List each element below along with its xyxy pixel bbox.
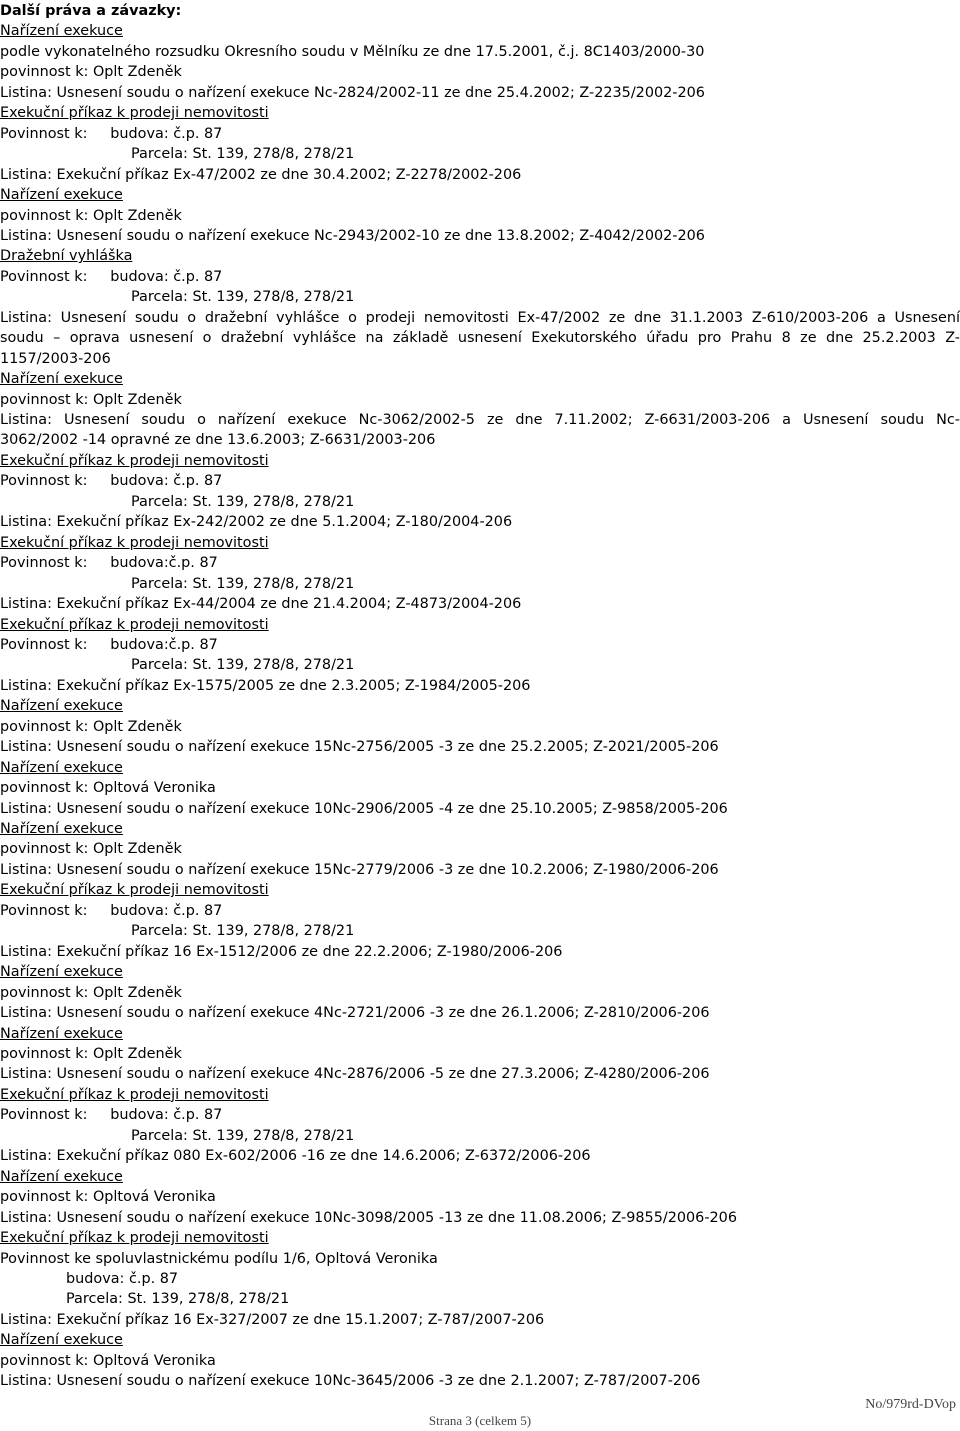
entry-type-title: Exekuční příkaz k prodeji nemovitosti (0, 452, 269, 469)
document-line: Povinnost k: budova: č.p. 87 (0, 268, 223, 285)
document-line: Listina: Exekuční příkaz Ex-47/2002 ze dne 30.4.2002; Z-2278/2002-206 (0, 166, 522, 183)
document-line: povinnost k: Oplt Zdeněk (0, 64, 182, 81)
page-number: Strana 3 (celkem 5) (428, 1413, 532, 1428)
entry-type-title: Exekuční příkaz k prodeji nemovitosti (0, 534, 269, 551)
entry-type-title: Nařízení exekuce (0, 759, 123, 776)
entry-type-title: Nařízení exekuce (0, 1332, 123, 1349)
document-line: Listina: Exekuční příkaz Ex-44/2004 ze dne 21.4.2004; Z-4873/2004-206 (0, 596, 522, 612)
document-line: povinnost k: Opltová Veronika (0, 780, 216, 797)
document-line: Povinnost k: budova: č.p. 87 (0, 1107, 223, 1124)
document-line: Listina: Usnesení soudu o nařízení exekuce Nc-2824/2002-11 ze dne 25.4.2002; Z-2235/2002-206 (0, 84, 705, 101)
document-line: Parcela: St. 139, 278/8, 278/21 (131, 923, 355, 940)
document-line: Listina: Exekuční příkaz Ex-242/2002 ze dne 5.1.2004; Z-180/2004-206 (0, 514, 513, 531)
document-line: budova: č.p. 87 (66, 1270, 179, 1287)
entry-type-title: Dražební vyhláška (0, 248, 133, 265)
document-line: 3062/2002 -14 opravné ze dne 13.6.2003; Z-6631/2003-206 (0, 432, 436, 449)
entry-type-title: Nařízení exekuce (0, 371, 123, 388)
document-line: povinnost k: Oplt Zdeněk (0, 841, 182, 858)
entry-type-title: Nařízení exekuce (0, 1168, 123, 1185)
document-line: povinnost k: Oplt Zdeněk (0, 984, 182, 1001)
document-line: Parcela: St. 139, 278/8, 278/21 (131, 575, 355, 592)
entry-type-title: Exekuční příkaz k prodeji nemovitosti (0, 616, 269, 633)
document-line: Listina: Usnesení soudu o nařízení exekuce Nc-2943/2002-10 ze dne 13.8.2002; Z-4042/2002-206 (0, 227, 705, 244)
entry-type-title: Nařízení exekuce (0, 1025, 123, 1042)
document-line: Listina: Usnesení soudu o nařízení exekuce 15Nc-2779/2006 -3 ze dne 10.2.2006; Z-1980/2006-206 (0, 861, 719, 878)
document-line: Listina: Usnesení soudu o dražební vyhlášce o prodeji nemovitosti Ex-47/2002 ze dne 31.1.2003 Z-610/2003-206 a Usnesení (0, 309, 960, 326)
document-line: Listina: Usnesení soudu o nařízení exekuce 15Nc-2756/2005 -3 ze dne 25.2.2005; Z-2021/2005-206 (0, 739, 719, 756)
entry-type-title: Exekuční příkaz k prodeji nemovitosti (0, 882, 269, 899)
section-heading: Další práva a závazky: (0, 3, 182, 19)
entry-type-title: Exekuční příkaz k prodeji nemovitosti (0, 1086, 269, 1103)
document-line: Povinnost k: budova: č.p. 87 (0, 125, 223, 142)
document-line: Listina: Exekuční příkaz 080 Ex-602/2006 -16 ze dne 14.6.2006; Z-6372/2006-206 (0, 1148, 591, 1165)
document-line: podle vykonatelného rozsudku Okresního soudu v Mělníku ze dne 17.5.2001, č.j. 8C1403/2000-30 (0, 43, 705, 60)
document-line: Listina: Usnesení soudu o nařízení exekuce 10Nc-3645/2006 -3 ze dne 2.1.2007; Z-787/2007-206 (0, 1373, 701, 1390)
document-line: soudu – oprava usnesení o dražební vyhlášce na základě usnesení Exekutorského úřadu pro Prahu 8 ze dne 25.2.2003 Z- (0, 330, 960, 347)
document-line: Listina: Exekuční příkaz Ex-1575/2005 ze dne 2.3.2005; Z-1984/2005-206 (0, 677, 531, 694)
document-line: povinnost k: Opltová Veronika (0, 1352, 216, 1369)
document-line: Povinnost ke spoluvlastnickému podílu 1/6, Opltová Veronika (0, 1250, 438, 1267)
document-line: Listina: Exekuční příkaz 16 Ex-1512/2006 ze dne 22.2.2006; Z-1980/2006-206 (0, 943, 563, 960)
document-line: Parcela: St. 139, 278/8, 278/21 (131, 1127, 355, 1144)
document-line: Parcela: St. 139, 278/8, 278/21 (131, 493, 355, 510)
entry-type-title: Exekuční příkaz k prodeji nemovitosti (0, 105, 269, 122)
document-line: Povinnost k: budova:č.p. 87 (0, 636, 218, 653)
entry-type-title: Nařízení exekuce (0, 821, 123, 837)
document-line: povinnost k: Opltová Veronika (0, 1189, 216, 1206)
document-line: Parcela: St. 139, 278/8, 278/21 (131, 289, 355, 306)
document-line: Listina: Usnesení soudu o nařízení exekuce 10Nc-2906/2005 -4 ze dne 25.10.2005; Z-9858/2005-206 (0, 800, 728, 817)
document-line: povinnost k: Oplt Zdeněk (0, 1046, 182, 1062)
document-line: Listina: Exekuční příkaz 16 Ex-327/2007 ze dne 15.1.2007; Z-787/2007-206 (0, 1311, 545, 1328)
document-line: Listina: Usnesení soudu o nařízení exekuce 10Nc-3098/2005 -13 ze dne 11.08.2006; Z-9855/2006-206 (0, 1209, 737, 1226)
document-line: Povinnost k: budova:č.p. 87 (0, 555, 218, 572)
entry-type-title: Nařízení exekuce (0, 698, 123, 715)
document-reference: No/979rd-DVop (865, 1397, 956, 1412)
document-line: povinnost k: Oplt Zdeněk (0, 391, 182, 408)
entry-type-title: Nařízení exekuce (0, 187, 123, 203)
document-line: 1157/2003-206 (0, 350, 111, 367)
document-line: Listina: Usnesení soudu o nařízení exekuce Nc-3062/2002-5 ze dne 7.11.2002; Z-6631/2003-206 a Usnesení soudu Nc- (0, 412, 960, 428)
document-line: Listina: Usnesení soudu o nařízení exekuce 4Nc-2876/2006 -5 ze dne 27.3.2006; Z-4280/2006-206 (0, 1066, 710, 1083)
document-line: Parcela: St. 139, 278/8, 278/21 (131, 657, 355, 674)
entry-type-title: Nařízení exekuce (0, 964, 123, 981)
document-line: Povinnost k: budova: č.p. 87 (0, 473, 223, 490)
document-line: Povinnost k: budova: č.p. 87 (0, 902, 223, 919)
entry-type-title: Nařízení exekuce (0, 23, 123, 40)
entry-type-title: Exekuční příkaz k prodeji nemovitosti (0, 1230, 269, 1246)
document-line: povinnost k: Oplt Zdeněk (0, 718, 182, 735)
document-line: povinnost k: Oplt Zdeněk (0, 207, 182, 224)
document-line: Listina: Usnesení soudu o nařízení exekuce 4Nc-2721/2006 -3 ze dne 26.1.2006; Z-2810/2006-206 (0, 1005, 710, 1021)
document-line: Parcela: St. 139, 278/8, 278/21 (131, 146, 355, 163)
document-line: Parcela: St. 139, 278/8, 278/21 (66, 1291, 290, 1308)
